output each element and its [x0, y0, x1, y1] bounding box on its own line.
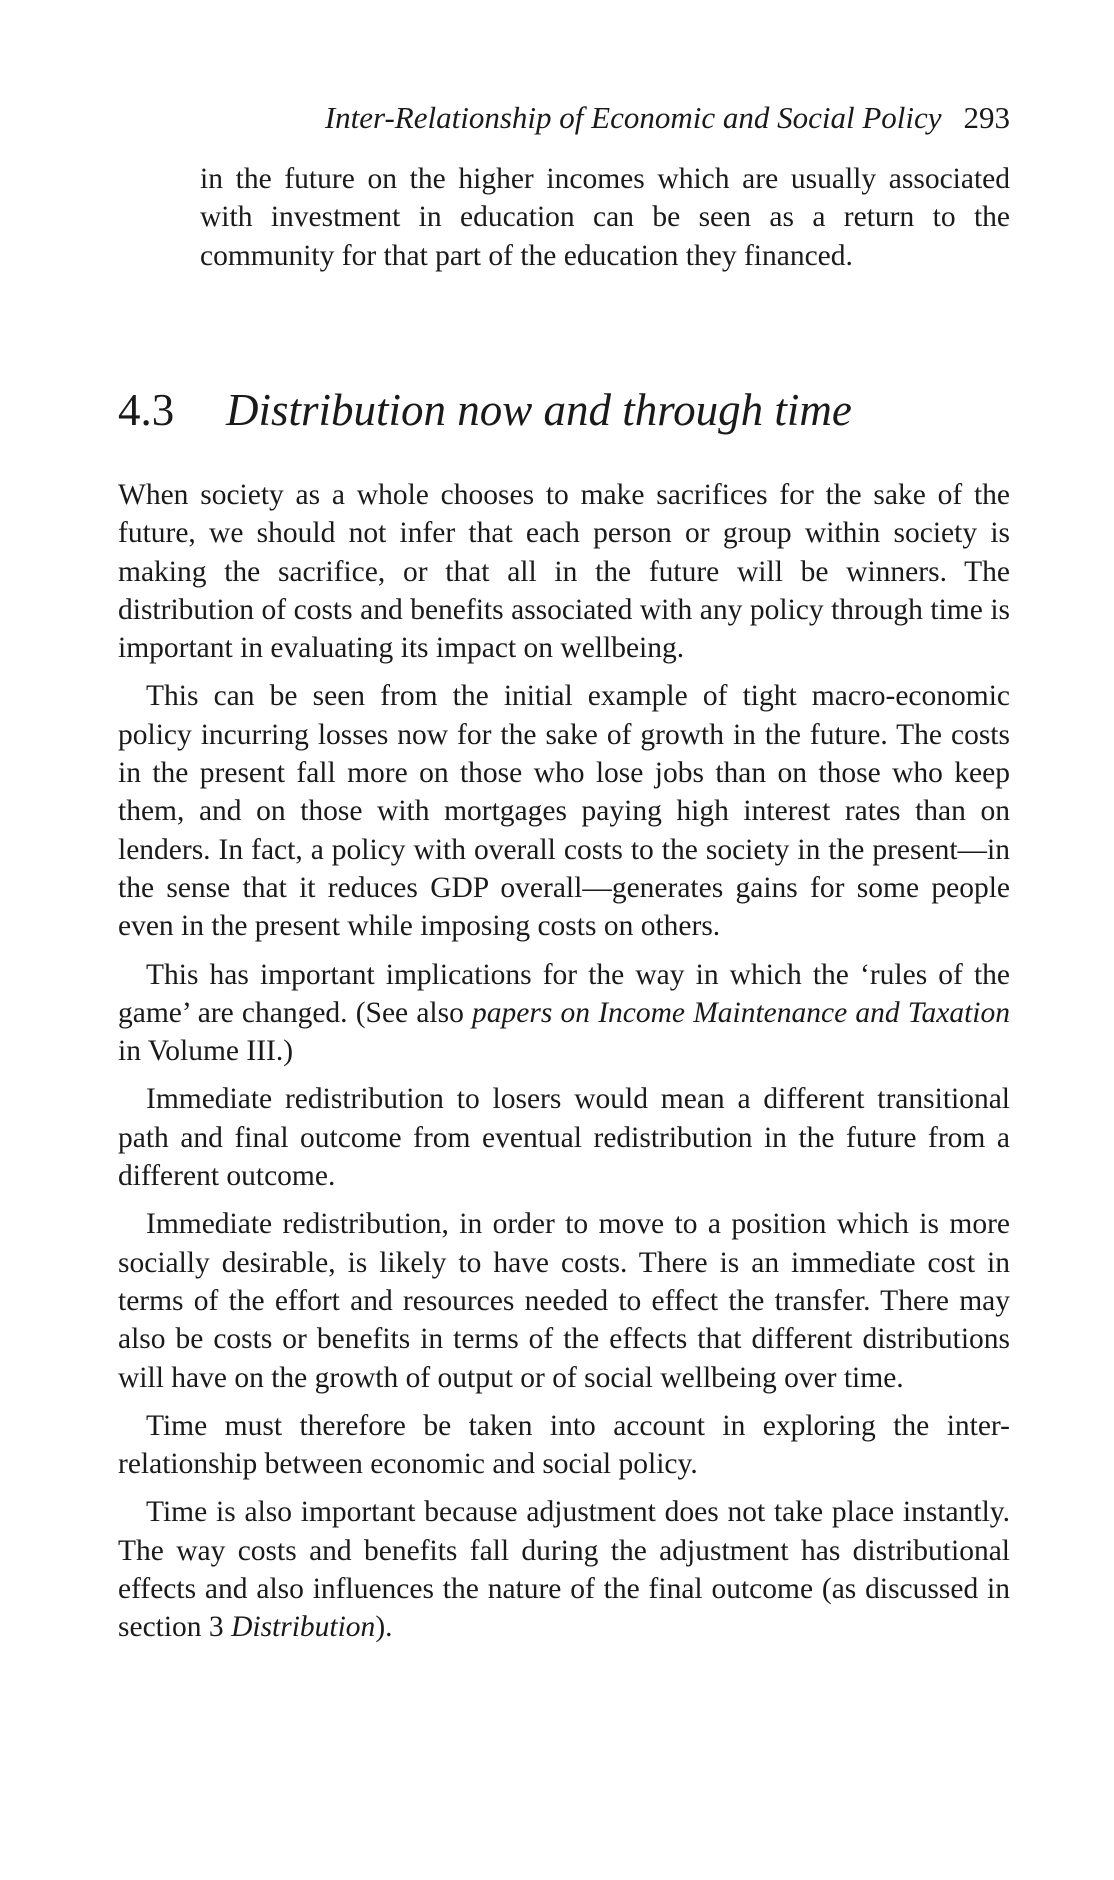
running-head — [200, 98, 1010, 138]
paragraph-5: Immediate redistribution, in order to move to a position which is more socially desirable, is likely to have costs. There is an immediate cost in terms of the effort and resources needed to effect the transfer. There may also be costs or benefits in terms of the effects that different distributions will have on the growth of output or of social wellbeing over time. — [118, 1208, 1010, 1394]
section-number: 4.3 — [118, 385, 175, 435]
page-number: 293 — [963, 100, 1010, 135]
paragraph-3 — [118, 956, 1010, 1071]
paragraph-7-emphasis: Distribution — [231, 1611, 376, 1644]
paragraph-3-text-b: in Volume III.) — [118, 1035, 294, 1068]
paragraph-7-text-a: Time is also important because adjustment does not take place instantly. The way costs and benefits fall during the adjustment has distributional effects and also influences the nature of the final outcome (as discussed in section 3 — [118, 1496, 1010, 1644]
paragraph-7 — [118, 1493, 1010, 1646]
continuation-paragraph: in the future on the higher incomes which are usually associated with investment in education can be seen as a return to the community for that part of the education they financed. — [200, 163, 1010, 272]
paragraph-4: Immediate redistribution to losers would mean a different transitional path and final outcome from eventual redistribution in the future from a different outcome. — [118, 1083, 1010, 1193]
paragraph-2: This can be seen from the initial example of tight macro-economic policy incurring losses now for the sake of growth in the future. The costs in the present fall more on those who lose jobs than on those who keep them, and on those with mortgages paying high interest rates than on lenders. In fact, a policy with overall costs to the society in the present—in the sense that it reduces GDP overall—generates gains for some people even in the present while imposing costs on others. — [118, 680, 1010, 943]
section-title: Distribution now and through time — [226, 385, 852, 435]
section-heading — [118, 380, 1010, 440]
running-head-title: Inter-Relationship of Economic and Social Policy — [324, 100, 942, 135]
paragraph-7-text-b: ). — [375, 1611, 393, 1644]
paragraph-3-emphasis: papers on Income Maintenance and Taxation — [472, 996, 1010, 1029]
paragraph-6: Time must therefore be taken into account in exploring the inter-relationship between economic and social policy. — [118, 1409, 1010, 1481]
paragraph-1: When society as a whole chooses to make sacrifices for the sake of the future, we should not infer that each person or group within society is making the sacrifice, or that all in the future will be winners. The distribution of costs and benefits associated with any policy through time is important in evaluating its impact on wellbeing. — [118, 479, 1010, 665]
paragraph-3-text-a: This has important implications for the way in which the ‘rules of the game’ are changed. (See also — [118, 958, 1010, 1029]
section-body — [118, 476, 1010, 1657]
